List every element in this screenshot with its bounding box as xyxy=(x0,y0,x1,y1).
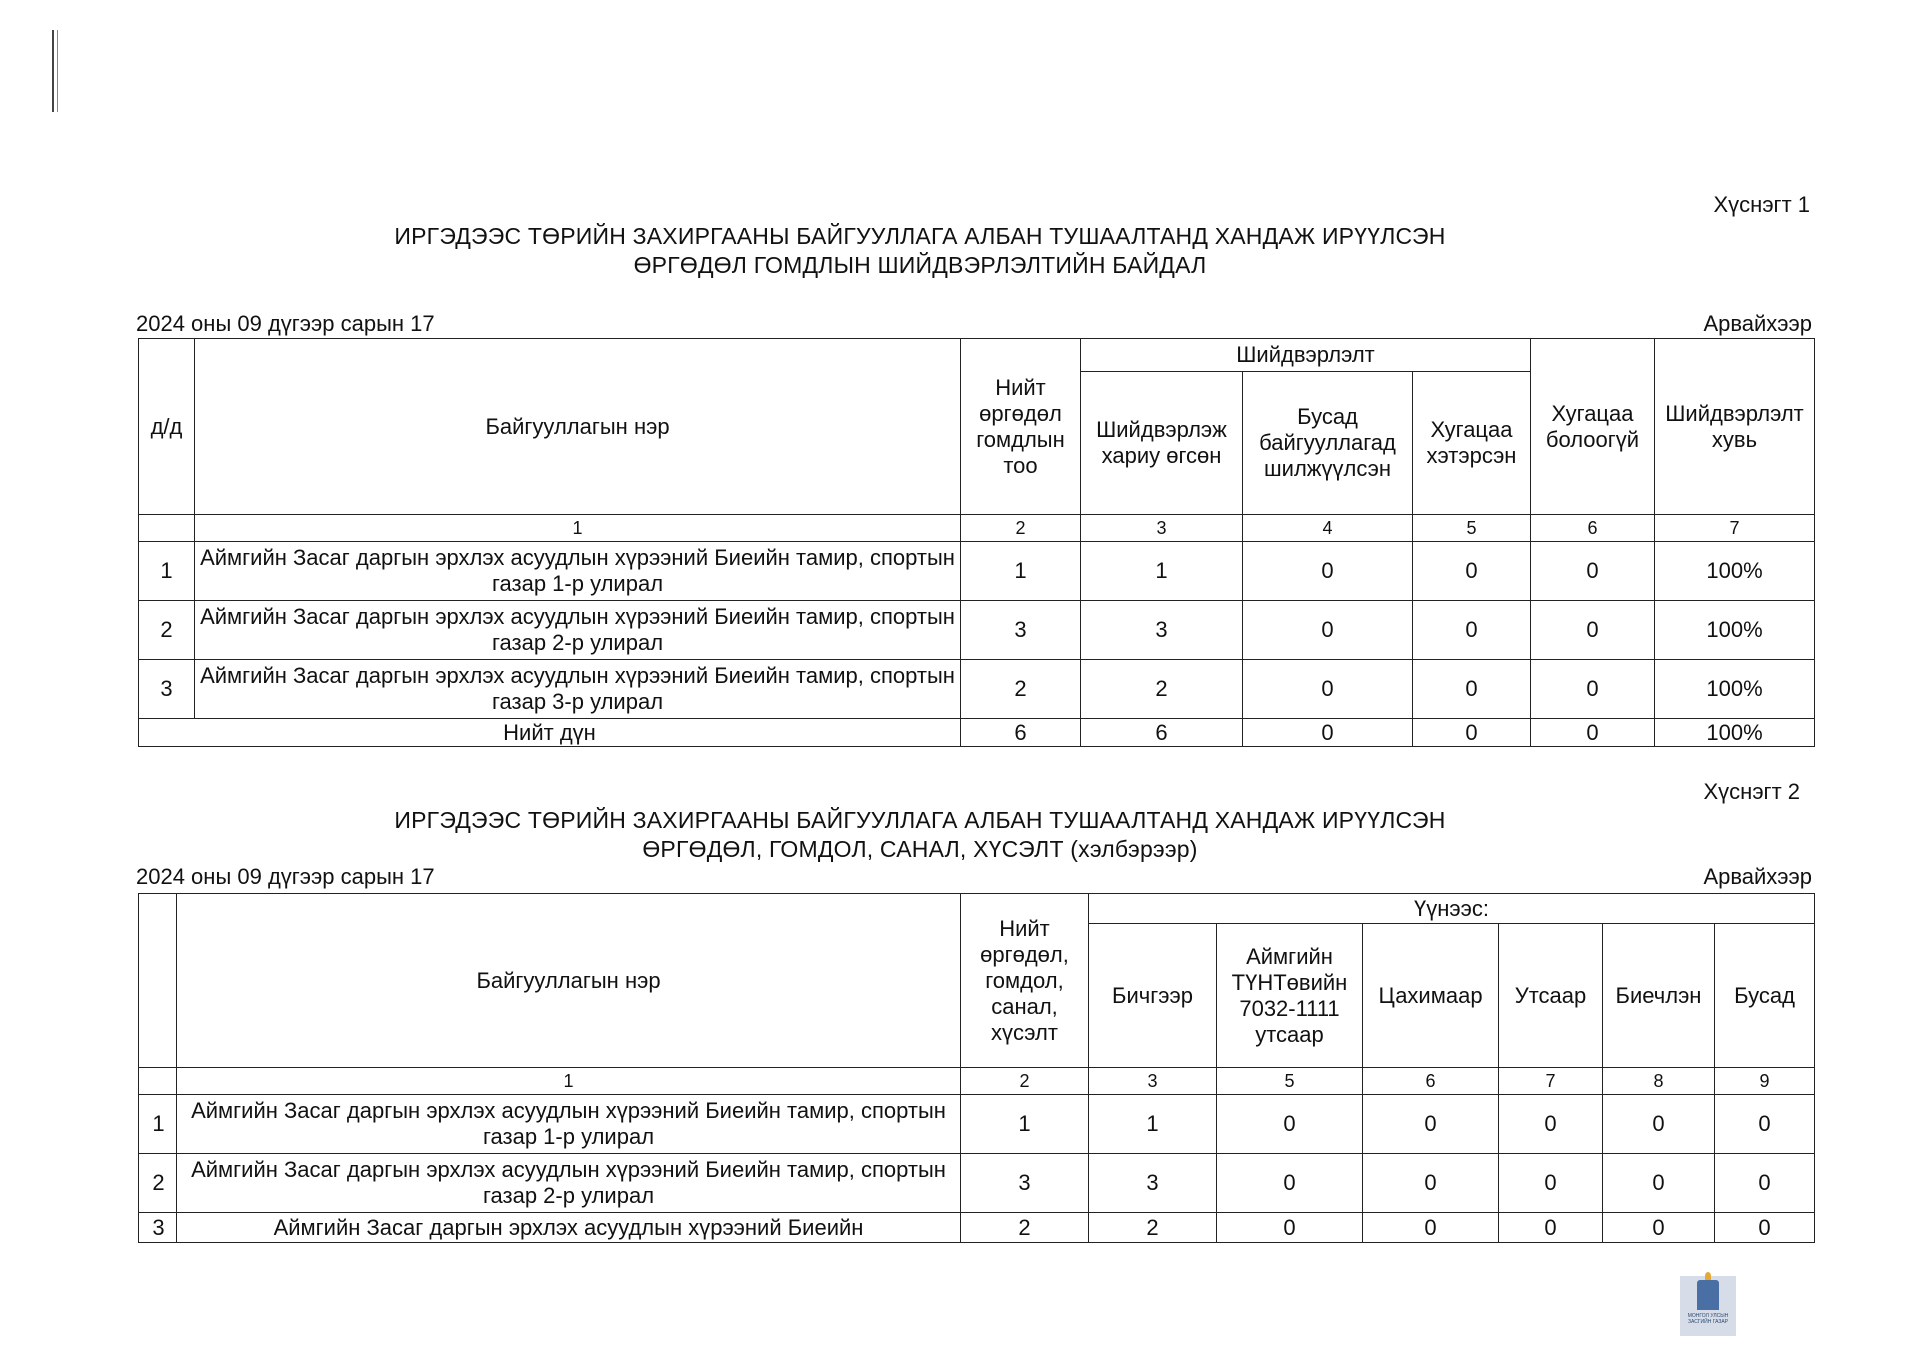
header-org: Байгууллагын нэр xyxy=(195,339,961,515)
total-not-due: 0 xyxy=(1531,719,1655,747)
soyombo-icon xyxy=(1697,1280,1719,1310)
column-index-row xyxy=(139,515,1815,542)
row-electronic: 0 xyxy=(1363,1213,1499,1243)
row-answered: 2 xyxy=(1081,660,1243,719)
row-org: Аймгийн Засаг даргын эрхлэх асуудлын хүрээний Биеийн тамир, спортын газар 3-р улирал xyxy=(195,660,961,719)
row-no: 1 xyxy=(139,1095,177,1154)
row-answered: 3 xyxy=(1081,601,1243,660)
row-transferred: 0 xyxy=(1243,660,1413,719)
annex-2-date: 2024 оны 09 дүгээр сарын 17 xyxy=(136,864,435,889)
row-rate: 100% xyxy=(1655,542,1815,601)
row-total: 1 xyxy=(961,1095,1089,1154)
row-other: 0 xyxy=(1715,1213,1815,1243)
row-overdue: 0 xyxy=(1413,601,1531,660)
column-index: 1 xyxy=(177,1068,961,1095)
row-hotline: 0 xyxy=(1217,1095,1363,1154)
annex-1-dateline xyxy=(136,311,1812,337)
table-row xyxy=(139,542,1815,601)
row-org: Аймгийн Засаг даргын эрхлэх асуудлын хүрээний Биеийн xyxy=(177,1213,961,1243)
row-in-person: 0 xyxy=(1603,1154,1715,1213)
emblem-text: МОНГОЛ УЛСЫН ЗАСГИЙН ГАЗАР xyxy=(1687,1313,1729,1325)
annex-1-title-line1: ИРГЭДЭЭС ТӨРИЙН ЗАХИРГААНЫ БАЙГУУЛЛАГА АЛБАН ТУШААЛТАНД ХАНДАЖ ИРҮҮЛСЭН xyxy=(394,223,1446,249)
column-index: 2 xyxy=(961,515,1081,542)
total-overdue: 0 xyxy=(1413,719,1531,747)
column-index: 4 xyxy=(1243,515,1413,542)
row-in-person: 0 xyxy=(1603,1095,1715,1154)
header-not-due: Хугацаа болоогүй xyxy=(1531,339,1655,515)
column-index: 1 xyxy=(195,515,961,542)
header-hotline: Аймгийн ТҮНТөвийн 7032-1111 утсаар xyxy=(1217,924,1363,1068)
header-answered: Шийдвэрлэж хариу өгсөн xyxy=(1081,372,1243,515)
row-total: 1 xyxy=(961,542,1081,601)
row-electronic: 0 xyxy=(1363,1095,1499,1154)
column-index: 7 xyxy=(1499,1068,1603,1095)
row-phone: 0 xyxy=(1499,1213,1603,1243)
annex-2-label: Хүснэгт 2 xyxy=(1703,779,1800,804)
row-rate: 100% xyxy=(1655,660,1815,719)
annex-1-place: Арвайхээр xyxy=(1703,311,1812,336)
header-resolution-group: Шийдвэрлэлт xyxy=(1081,339,1531,372)
row-rate: 100% xyxy=(1655,601,1815,660)
annex-1-title-line2: ӨРГӨДӨЛ ГОМДЛЫН ШИЙДВЭРЛЭЛТИЙН БАЙДАЛ xyxy=(633,252,1207,278)
row-no: 3 xyxy=(139,1213,177,1243)
annex-2-table xyxy=(138,893,1815,1243)
column-index-row xyxy=(139,1068,1815,1095)
row-phone: 0 xyxy=(1499,1095,1603,1154)
row-written: 2 xyxy=(1089,1213,1217,1243)
header-no-empty xyxy=(139,894,177,1068)
row-phone: 0 xyxy=(1499,1154,1603,1213)
row-electronic: 0 xyxy=(1363,1154,1499,1213)
annex-2-title-line1: ИРГЭДЭЭС ТӨРИЙН ЗАХИРГААНЫ БАЙГУУЛЛАГА АЛБАН ТУШААЛТАНД ХАНДАЖ ИРҮҮЛСЭН xyxy=(394,807,1446,833)
header-electronic: Цахимаар xyxy=(1363,924,1499,1068)
table-row xyxy=(139,660,1815,719)
row-org: Аймгийн Засаг даргын эрхлэх асуудлын хүрээний Биеийн тамир, спортын газар 2-р улирал xyxy=(177,1154,961,1213)
annex-1-label: Хүснэгт 1 xyxy=(1713,192,1810,217)
row-hotline: 0 xyxy=(1217,1213,1363,1243)
column-index: 5 xyxy=(1217,1068,1363,1095)
row-org: Аймгийн Засаг даргын эрхлэх асуудлын хүрээний Биеийн тамир, спортын газар 1-р улирал xyxy=(195,542,961,601)
total-total: 6 xyxy=(961,719,1081,747)
row-org: Аймгийн Засаг даргын эрхлэх асуудлын хүрээний Биеийн тамир, спортын газар 1-р улирал xyxy=(177,1095,961,1154)
table-row xyxy=(139,601,1815,660)
row-org: Аймгийн Засаг даргын эрхлэх асуудлын хүрээний Биеийн тамир, спортын газар 2-р улирал xyxy=(195,601,961,660)
column-index: 9 xyxy=(1715,1068,1815,1095)
annex-2-place: Арвайхээр xyxy=(1703,864,1812,889)
row-no: 3 xyxy=(139,660,195,719)
header-no: д/д xyxy=(139,339,195,515)
row-written: 3 xyxy=(1089,1154,1217,1213)
column-index: 6 xyxy=(1531,515,1655,542)
header-org: Байгууллагын нэр xyxy=(177,894,961,1068)
annex-1-title xyxy=(300,222,1540,280)
row-other: 0 xyxy=(1715,1154,1815,1213)
annex-1-table xyxy=(138,338,1815,747)
column-index: 3 xyxy=(1089,1068,1217,1095)
margin-mark xyxy=(52,30,58,112)
annex-2-title xyxy=(300,806,1540,864)
header-other: Бусад xyxy=(1715,924,1815,1068)
row-not-due: 0 xyxy=(1531,601,1655,660)
row-overdue: 0 xyxy=(1413,542,1531,601)
row-written: 1 xyxy=(1089,1095,1217,1154)
annex-2-dateline xyxy=(136,864,1812,890)
row-no: 2 xyxy=(139,601,195,660)
total-answered: 6 xyxy=(1081,719,1243,747)
column-index: 7 xyxy=(1655,515,1815,542)
row-in-person: 0 xyxy=(1603,1213,1715,1243)
row-not-due: 0 xyxy=(1531,660,1655,719)
header-in-person: Биечлэн xyxy=(1603,924,1715,1068)
table-row xyxy=(139,1154,1815,1213)
row-no: 2 xyxy=(139,1154,177,1213)
government-emblem xyxy=(1680,1276,1736,1336)
row-total: 3 xyxy=(961,1154,1089,1213)
header-rate: Шийдвэрлэлт хувь xyxy=(1655,339,1815,515)
header-of-which-group: Үүнээс: xyxy=(1089,894,1815,924)
column-index: 6 xyxy=(1363,1068,1499,1095)
column-index: 3 xyxy=(1081,515,1243,542)
column-index: 2 xyxy=(961,1068,1089,1095)
row-hotline: 0 xyxy=(1217,1154,1363,1213)
total-rate: 100% xyxy=(1655,719,1815,747)
total-label: Нийт дүн xyxy=(139,719,961,747)
row-other: 0 xyxy=(1715,1095,1815,1154)
row-transferred: 0 xyxy=(1243,542,1413,601)
header-transferred: Бусад байгууллагад шилжүүлсэн xyxy=(1243,372,1413,515)
annex-2-title-line2: ӨРГӨДӨЛ, ГОМДОЛ, САНАЛ, ХҮСЭЛТ (хэлбэрээр) xyxy=(642,836,1198,862)
column-index: 5 xyxy=(1413,515,1531,542)
row-no: 1 xyxy=(139,542,195,601)
row-transferred: 0 xyxy=(1243,601,1413,660)
header-written: Бичгээр xyxy=(1089,924,1217,1068)
row-total: 2 xyxy=(961,1213,1089,1243)
row-answered: 1 xyxy=(1081,542,1243,601)
column-index: 8 xyxy=(1603,1068,1715,1095)
row-overdue: 0 xyxy=(1413,660,1531,719)
row-total: 3 xyxy=(961,601,1081,660)
annex-1-date: 2024 оны 09 дүгээр сарын 17 xyxy=(136,311,435,336)
total-row xyxy=(139,719,1815,747)
row-total: 2 xyxy=(961,660,1081,719)
row-not-due: 0 xyxy=(1531,542,1655,601)
total-transferred: 0 xyxy=(1243,719,1413,747)
header-total: Нийт өргөдөл, гомдол, санал, хүсэлт xyxy=(961,894,1089,1068)
header-phone: Утсаар xyxy=(1499,924,1603,1068)
header-overdue: Хугацаа хэтэрсэн xyxy=(1413,372,1531,515)
table-row xyxy=(139,1095,1815,1154)
table-row xyxy=(139,1213,1815,1243)
header-total: Нийт өргөдөл гомдлын тоо xyxy=(961,339,1081,515)
